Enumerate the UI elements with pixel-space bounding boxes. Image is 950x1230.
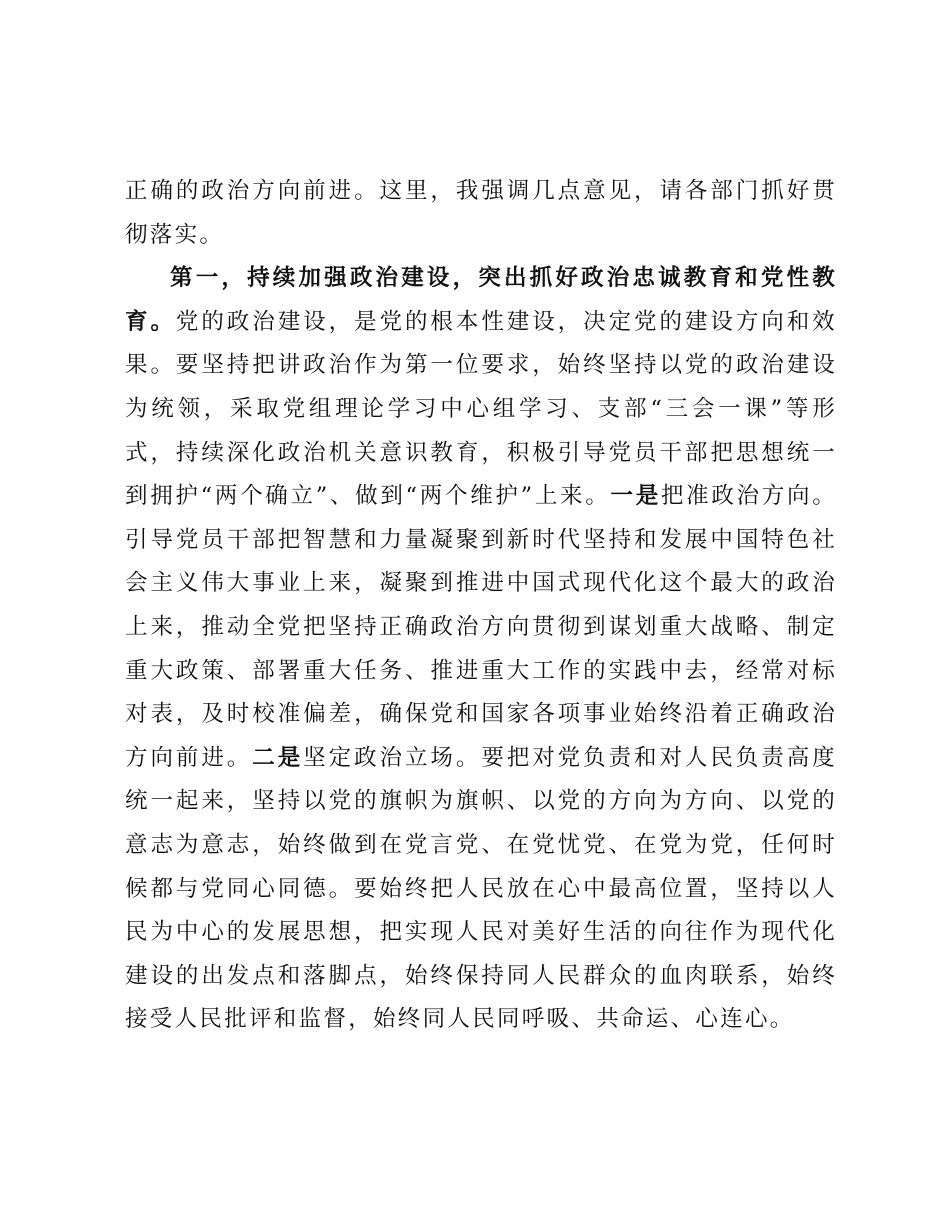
point-marker-two: 二是 (252, 744, 304, 771)
text-segment: 正确的政治方向前进。这里，我强调几点意见，请各部门抓好贯彻落实。 (125, 178, 837, 248)
body-text (125, 170, 837, 1042)
section-heading-first: 第一，持续加强政治建设，突出抓好政治忠诚教育和党性教育。 (125, 265, 837, 335)
text-segment: 把准政治方向。引导党员干部把智慧和力量凝聚到新时代坚持和发展中国特色社会主义伟大事业上来，凝聚到推进中国式现代化这个最大的政治上来，推动全党把坚持正确政治方向贯彻到谋划重大战略、制定重大政策、部署重大任务、推进重大工作的实践中去，经常对标对表，及时校准偏差，确保党和国家各项事业始终沿着正确政治方向前进。 (125, 483, 837, 771)
text-segment: 党的政治建设，是党的根本性建设，决定党的建设方向和效果。要坚持把讲政治作为第一位要求，始终坚持以党的政治建设为统领，采取党组理论学习中心组学习、支部“三会一课”等形式，持续深化政治机关意识教育，积极引导党员干部把思想统一到拥护“两个确立”、做到“两个维护”上来。 (125, 308, 837, 510)
paragraph-continuation (125, 170, 837, 257)
point-marker-one: 一是 (610, 483, 661, 510)
text-segment: 坚定政治立场。要把对党负责和对人民负责高度统一起来，坚持以党的旗帜为旗帜、以党的方向为方向、以党的意志为意志，始终做到在党言党、在党忧党、在党为党，任何时候都与党同心同德。要始终把人民放在心中最高位置，坚持以人民为中心的发展思想，把实现人民对美好生活的向往作为现代化建设的出发点和落脚点，始终保持同人民群众的血肉联系，始终接受人民批评和监督，始终同人民同呼吸、共命运、心连心。 (125, 744, 837, 1033)
paragraph-first-point (125, 257, 837, 1042)
